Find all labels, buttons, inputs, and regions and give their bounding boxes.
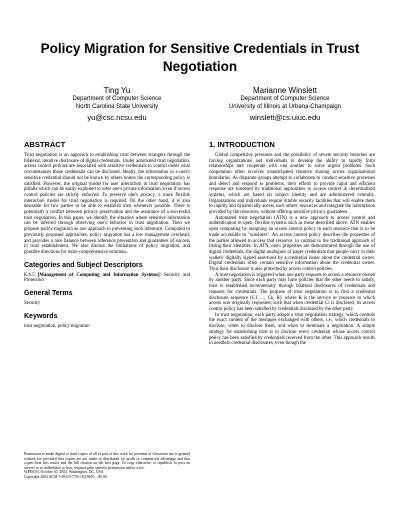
right-column <box>209 140 375 347</box>
categories-text <box>24 273 190 284</box>
venue-text: WPES'03, October 30, 2003, Washington, DC, USA. <box>24 470 105 475</box>
categories-heading: Categories and Subject Descriptors <box>24 261 143 269</box>
general-terms-text: Security <box>24 301 40 307</box>
author-email: yu@csc.ncsu.edu <box>87 113 147 122</box>
category-label: [Management of Computing and Information Systems] <box>37 272 160 278</box>
author-name: Ting Yu <box>103 86 131 95</box>
left-column <box>24 140 190 329</box>
abstract-text: Trust negotiation is an approach to establishing trust between strangers through the bilateral, iterative disclosure of digital credentials. Under automated trust negotiation, access control policies are associated with sensitive credentials to control under what circumstances those credentials can be disclosed. Ideally, the information in a user's sensitive credential should not be known by others unless the corresponding policy is satisfied. However, the original model for user interaction in trust negotiation has pitfalls which can be easily exploited to infer one's private information, even if access control policies are strictly enforced. To preserve one's privacy, a more flexible interaction model for trust negotiation is required. On the other hand, it is also desirable for two parties to be able to establish trust whenever possible. There is potentially a conflict between privacy preservation and the assurance of a successful trust negotiation. In this paper, we identify the situation where sensitive information can be inferred through observing one's behavior in trust negotiation. Then we propose policy migration as one approach to preventing such inference. Compared to previously proposed approaches, policy migration has a low management overhead, and provides a nice balance between inference prevention and guarantees of success in trust establishment. We also discuss the limitations of policy migration, and possible directions for more comprehensive solutions. <box>24 153 190 255</box>
author-email: winslett@cs.uiuc.edu <box>249 113 321 122</box>
author-affiliation: Department of Computer Science <box>240 96 330 102</box>
author-block-1 <box>32 86 202 123</box>
intro-paragraph: Global competitive pressures and the possibility of severe security breaches are forcing organizations and individuals to develop the ability to rapidly form relationships and cooperate with one another to solve urgent problems. Such cooperation often involves unanticipated resource sharing across organizational boundaries. As disparate groups attempt to collaborate to conduct sensitive processes and detect and respond to problems, their efforts to provide rapid and efficient response are hindered by traditional approaches to access control in decentralized systems, which are based on subject identity and are administered centrally. Organizations and individuals require nimble security facilities that will enable them to rapidly and dynamically access each others' resources and integrate the information provided by the resources, without offering sensitive privacy guarantees. <box>209 153 375 216</box>
author-name: Marianne Winslett <box>252 86 318 95</box>
permission-notice <box>24 452 190 480</box>
author-affiliation: University of Illinois at Urbana-Champaign <box>228 103 342 110</box>
author-block-2 <box>200 86 370 123</box>
introduction-heading: 1. INTRODUCTION <box>209 140 275 149</box>
keywords-text: trust negotiation, policy migration <box>24 323 90 329</box>
author-affiliation: North Carolina State University <box>75 103 159 110</box>
copyright-text: Copyright 2003 ACM 1-58113-776-1/03/0010 ...$5.00. <box>24 474 108 479</box>
category-rest: : Security and Protection <box>24 272 190 284</box>
permission-text: Permission to make digital or hard copies of all or part of this work for personal or classroom use is granted without fee provided that copies are not made or distributed for profit or commercial advantage and that copies bear this notice and the full citation on the first page. To copy otherwise, to republish, to post on servers or to redistribute to lists, requires prior specific permission and/or a fee. <box>24 452 190 470</box>
keywords-heading: Keywords <box>24 312 58 320</box>
general-terms-heading: General Terms <box>24 290 73 298</box>
category-code: K.6.5 <box>24 272 35 278</box>
intro-paragraph: A trust negotiation is triggered when one party requests to access a resource owned by another party. Since each party may have policies that the other needs to satisfy, trust is established incrementally through bilateral disclosures of credentials and requests for credentials. The purpose of trust negotiation is to find a credential disclosure sequence (C1, ..., Ck, R), where R is the service or resource to which access was originally requested, such that when credential Ci is disclosed, its access control policy has been satisfied by credentials disclosed by the other party. <box>209 272 375 312</box>
intro-paragraph: Automated trust negotiation (ATN) is a new approach to access control and authentication in open, flexible systems such as those described above. ATN enables open computing by assigning an access control policy to each resource that is to be made accessible to "outsiders". An access control policy describes the properties of the parties allowed to access that resource, in contrast to the traditional approach of listing their identities. In ATN, one's properties are demonstrated through the use of digital credentials, the digital analogues of paper credentials that people carry in their wallets: digitally signed assertions by a credential issuer about the credential owner. Digital credentials often contain sensitive information about the credential owner. Thus their disclosure is also protected by access control policies. <box>209 215 375 273</box>
abstract-heading: ABSTRACT <box>24 140 66 149</box>
paper-title: Policy Migration for Sensitive Credentials in Trust Negotiation <box>40 41 360 74</box>
intro-paragraph: In trust negotiation, each party adopts a trust negotiation strategy, which controls the exact content of the messages exchanged with others, i.e., which credentials to disclose, when to disclose them, and when to terminate a negotiation. A simple strategy for establishing trust is to disclose every credential whose access control policy has been satisfied by credentials received from the other. This approach results in needless credential disclosures, even though the <box>209 312 375 347</box>
author-affiliation: Department of Computer Science <box>72 96 162 102</box>
